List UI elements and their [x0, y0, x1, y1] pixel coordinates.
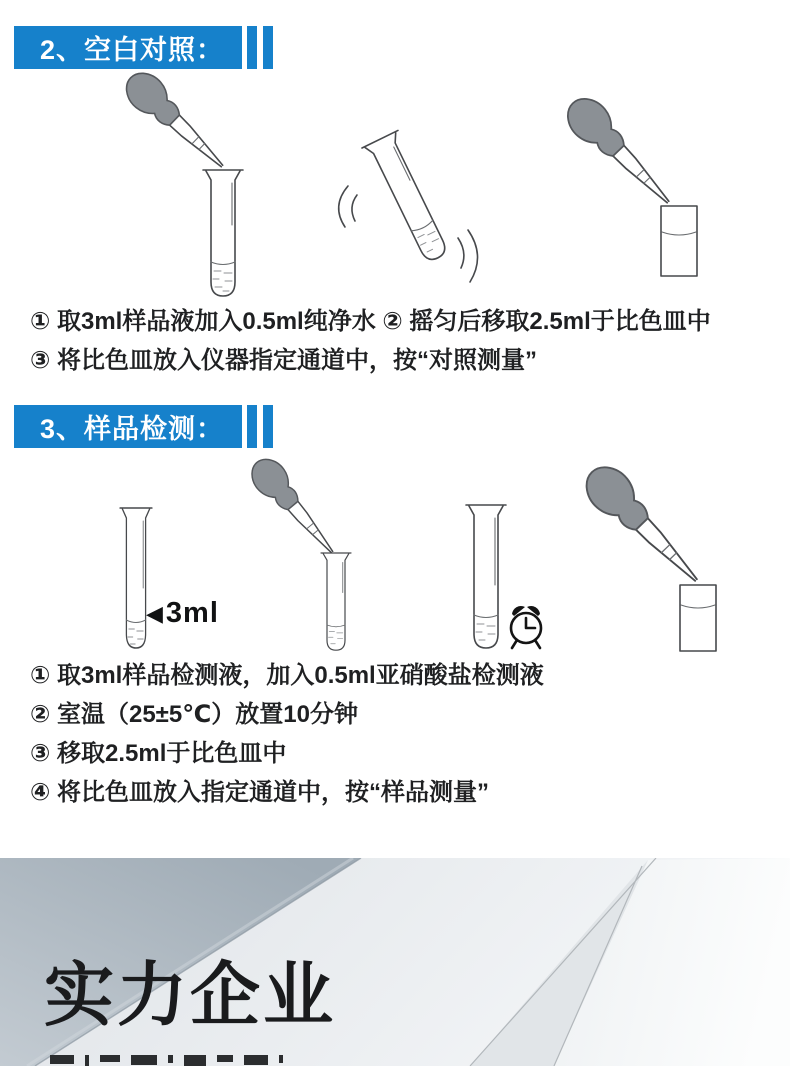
- partial-text-tops: [50, 1055, 283, 1066]
- section-banner-blank-control: 2、空白对照：: [14, 26, 242, 69]
- dropper-into-tube-illustration: [243, 455, 358, 655]
- dropper-into-tube-illustration: [95, 72, 265, 300]
- cuvette-icon: [661, 206, 697, 276]
- volume-level-label: [146, 597, 219, 630]
- test-tube-icon: [321, 553, 351, 650]
- step-line: ① 取3ml样品检测液，加入0.5ml亚硝酸盐检测液: [30, 662, 544, 689]
- dropper-icon: [118, 72, 234, 179]
- banner-stripe-icon: [247, 405, 257, 448]
- test-tube-icon: [466, 505, 506, 648]
- dropper-icon: [244, 455, 344, 562]
- alarm-clock-icon: [511, 606, 541, 648]
- test-tube-icon: [362, 130, 456, 266]
- section-banner-sample-test: 3、样品检测：: [14, 405, 242, 448]
- volume-text: 3ml: [165, 597, 219, 629]
- dropper-into-cuvette-illustration: [528, 82, 718, 287]
- dropper-icon: [559, 90, 682, 215]
- step-line: ③ 移取2.5ml于比色皿中: [30, 740, 287, 767]
- banner-stripe-icon: [247, 26, 257, 69]
- step-line: ② 室温（25±5℃）放置10分钟: [30, 701, 358, 728]
- cuvette-icon: [680, 585, 716, 651]
- tube-wait-illustration: [462, 500, 557, 655]
- step-line: ① 取3ml样品液加入0.5ml纯净水 ② 摇匀后移取2.5ml于比色皿中: [30, 308, 711, 335]
- banner-stripe-icon: [263, 26, 273, 69]
- banner-stripe-icon: [263, 405, 273, 448]
- hero-title: 实力企业: [44, 958, 336, 1035]
- left-triangle-icon: ◀: [146, 600, 163, 626]
- dropper-icon: [577, 458, 711, 595]
- blank-control-steps: [30, 302, 711, 380]
- step-line: ③ 将比色皿放入仪器指定通道中，按“对照测量”: [30, 347, 537, 374]
- shake-lines-icon: [339, 186, 478, 282]
- sample-test-steps: [30, 656, 544, 812]
- tube-3ml-illustration: [110, 500, 250, 655]
- test-tube-icon: [203, 170, 243, 296]
- dropper-into-cuvette-illustration: [566, 458, 726, 654]
- shake-tube-illustration: [318, 126, 538, 301]
- step-line: ④ 将比色皿放入指定通道中，按“样品测量”: [30, 779, 489, 806]
